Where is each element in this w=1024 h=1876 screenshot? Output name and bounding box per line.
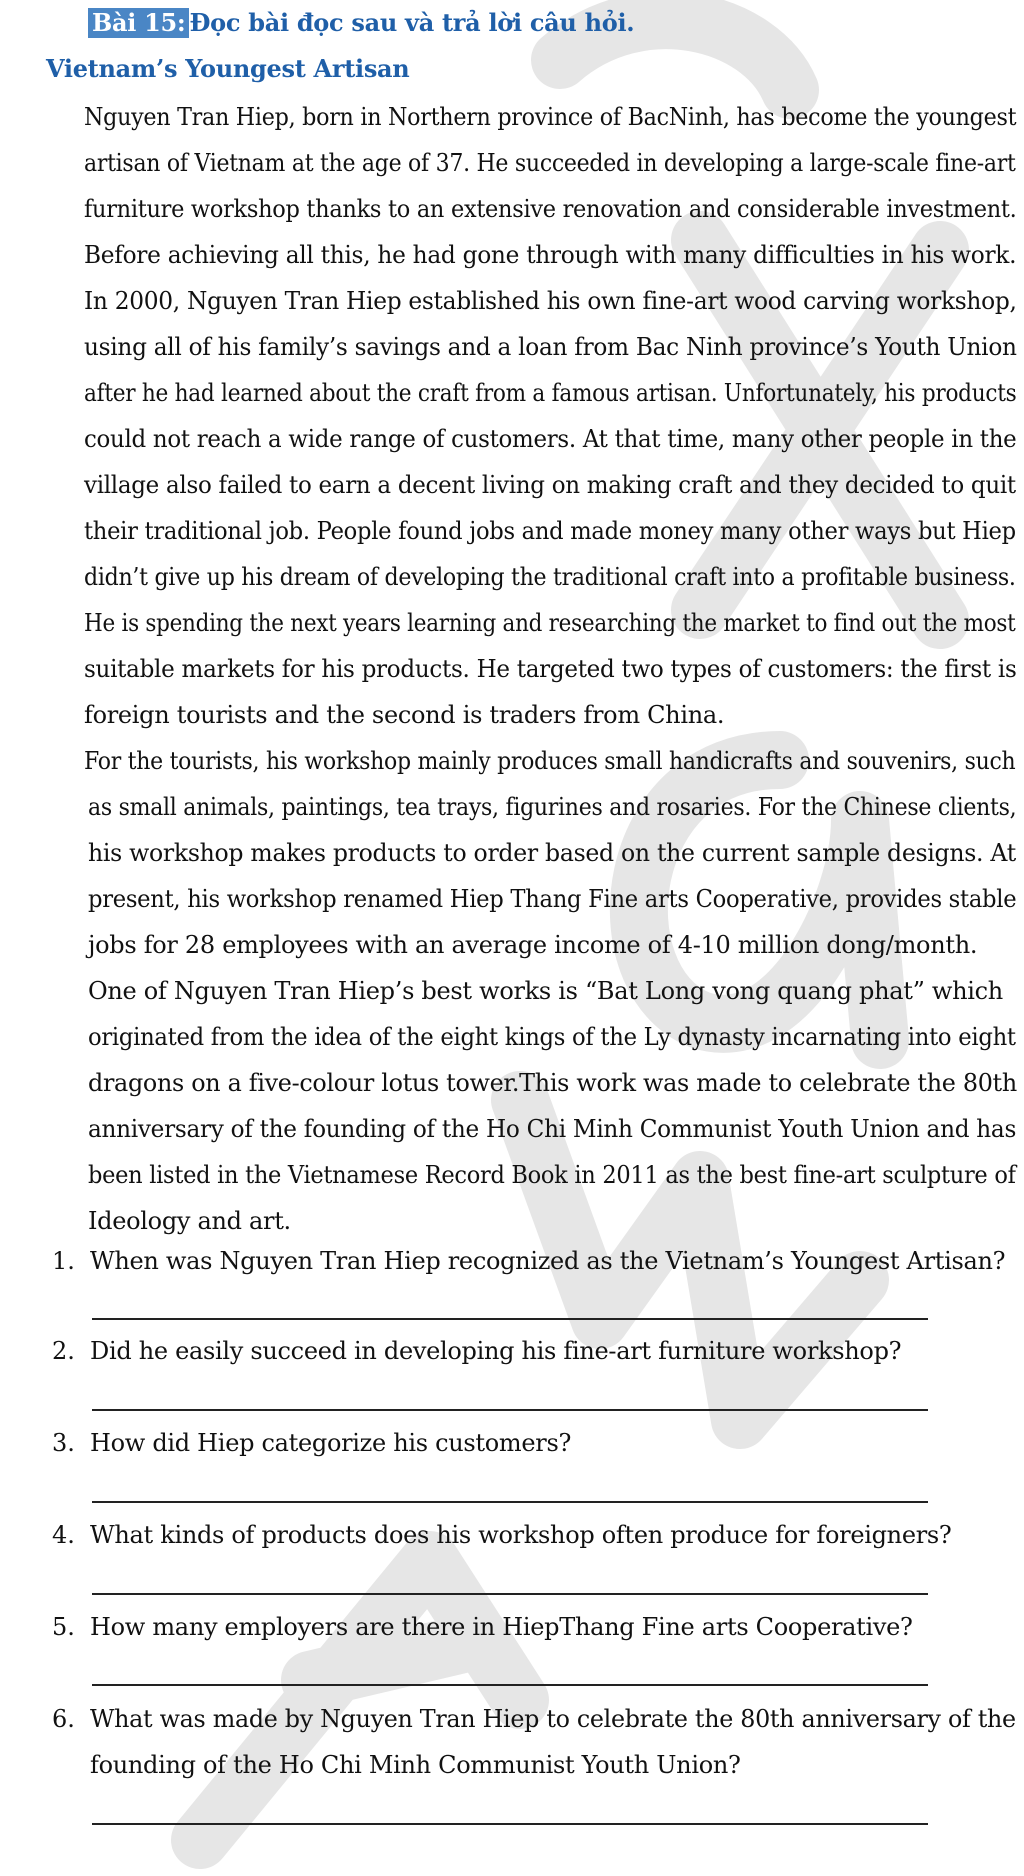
article-line: foreign tourists and the second is traders from China. <box>84 701 725 729</box>
article-line: Ideology and art. <box>88 1207 291 1235</box>
article-line: village also failed to earn a decent living on making craft and they decided to quit <box>84 471 1016 499</box>
article-line: didn’t give up his dream of developing the traditional craft into a profitable business. <box>84 563 1016 591</box>
question-text: What was made by Nguyen Tran Hiep to celebrate the 80th anniversary of the <box>90 1705 1016 1733</box>
question-text: When was Nguyen Tran Hiep recognized as the Vietnam’s Youngest Artisan? <box>90 1247 1006 1275</box>
article-line: using all of his family’s savings and a loan from Bac Ninh province’s Youth Union <box>84 333 1017 361</box>
answer-line[interactable] <box>92 1593 928 1595</box>
article-line: furniture workshop thanks to an extensive renovation and considerable investment. <box>84 195 1017 223</box>
article-line: present, his workshop renamed Hiep Thang Fine arts Cooperative, provides stable <box>88 885 1017 913</box>
question-text: founding of the Ho Chi Minh Communist Youth Union? <box>90 1751 741 1779</box>
question-number: 3. <box>52 1429 75 1457</box>
question-number: 2. <box>52 1337 75 1365</box>
answer-line[interactable] <box>92 1409 928 1411</box>
article-line: could not reach a wide range of customers. At that time, many other people in the <box>84 425 1017 453</box>
answer-line[interactable] <box>92 1684 928 1686</box>
article-line: Nguyen Tran Hiep, born in Northern province of BacNinh, has become the youngest <box>84 103 1017 131</box>
article-line: Before achieving all this, he had gone through with many difficulties in his work. <box>84 241 1017 269</box>
question-text: Did he easily succeed in developing his fine-art furniture workshop? <box>90 1337 902 1365</box>
article-line: as small animals, paintings, tea trays, figurines and rosaries. For the Chinese clients, <box>88 793 1017 821</box>
exercise-heading <box>88 8 634 38</box>
question-number: 4. <box>52 1521 75 1549</box>
answer-line[interactable] <box>92 1318 928 1320</box>
question-text: How did Hiep categorize his customers? <box>90 1429 572 1457</box>
article-line: He is spending the next years learning and researching the market to find out the most <box>84 609 1016 637</box>
article-line: artisan of Vietnam at the age of 37. He succeeded in developing a large-scale fine-art <box>84 149 1016 177</box>
article-line: after he had learned about the craft from a famous artisan. Unfortunately, his products <box>84 379 1017 407</box>
article-line: suitable markets for his products. He targeted two types of customers: the first is <box>84 655 1017 683</box>
question-number: 1. <box>52 1247 75 1275</box>
exercise-instruction: Đọc bài đọc sau và trả lời câu hỏi. <box>189 8 635 37</box>
watermark-letter-a-top <box>200 1560 520 1840</box>
article-line: For the tourists, his workshop mainly produces small handicrafts and souvenirs, such <box>84 747 1016 775</box>
article-line: his workshop makes products to order based on the current sample designs. At <box>88 839 1016 867</box>
article-line: originated from the idea of the eight kings of the Ly dynasty incarnating into eight <box>88 1023 1016 1051</box>
article-line: been listed in the Vietnamese Record Book in 2011 as the best fine-art sculpture of <box>88 1161 1016 1189</box>
article-title: Vietnam’s Youngest Artisan <box>46 54 410 83</box>
article-line: dragons on a five-colour lotus tower.This work was made to celebrate the 80th <box>88 1069 1017 1097</box>
article-line: their traditional job. People found jobs and made money many other ways but Hiep <box>84 517 1016 545</box>
answer-line[interactable] <box>92 1501 928 1503</box>
article-line: jobs for 28 employees with an average income of 4-10 million dong/month. <box>88 931 978 959</box>
article-line: One of Nguyen Tran Hiep’s best works is “Bat Long vong quang phat” which <box>88 977 1003 1005</box>
exercise-label: Bài 15: <box>88 8 189 38</box>
article-line: In 2000, Nguyen Tran Hiep established his own fine-art wood carving workshop, <box>84 287 1017 315</box>
question-number: 6. <box>52 1705 75 1733</box>
question-text: What kinds of products does his workshop often produce for foreigners? <box>90 1521 952 1549</box>
question-text: How many employers are there in HiepThang Fine arts Cooperative? <box>90 1613 913 1641</box>
answer-line[interactable] <box>92 1823 928 1825</box>
article-line: anniversary of the founding of the Ho Chi Minh Communist Youth Union and has <box>88 1115 1017 1143</box>
question-number: 5. <box>52 1613 75 1641</box>
watermark-letter-a-bar <box>310 1640 480 1680</box>
